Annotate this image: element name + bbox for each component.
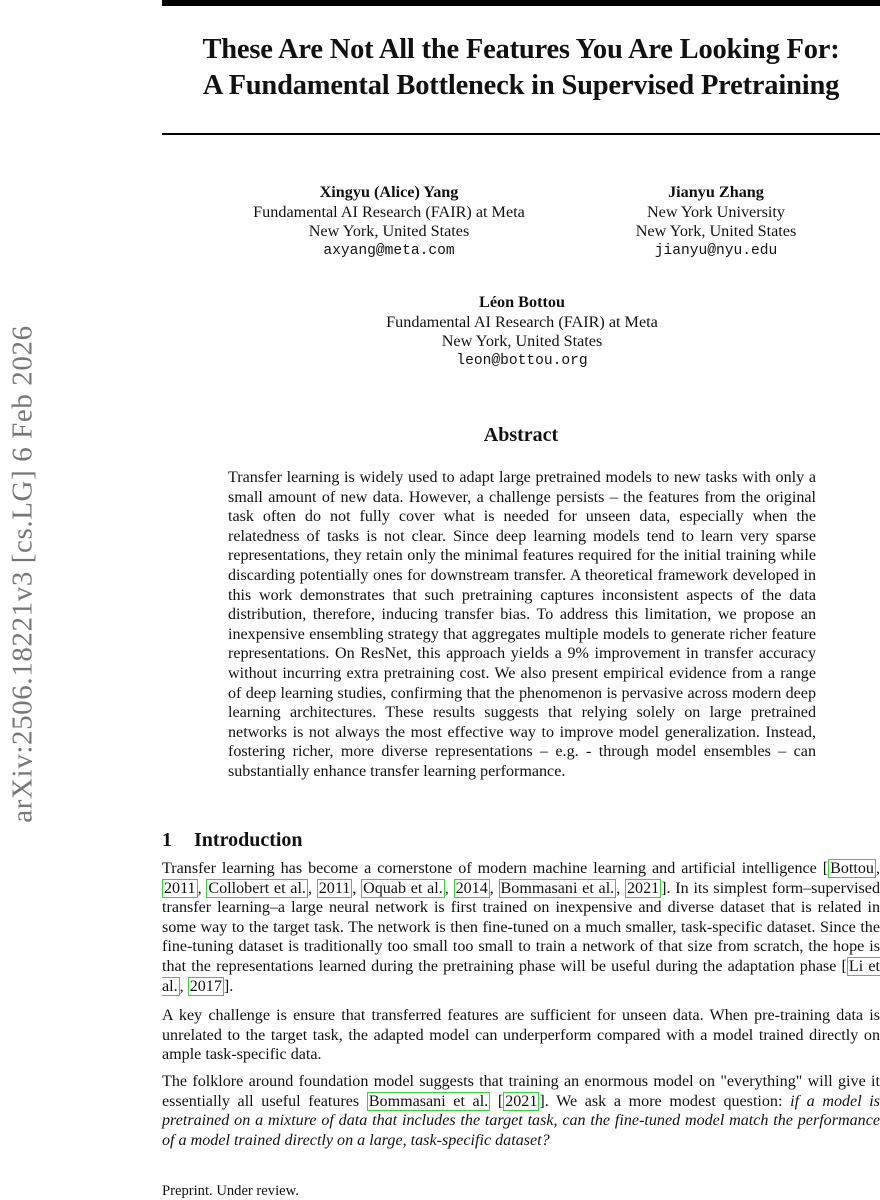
citation-link[interactable]: 2021 <box>505 1092 538 1110</box>
text-run: , <box>875 860 880 877</box>
text-run: , <box>489 879 499 897</box>
text-run: , <box>352 879 362 897</box>
text-run: Transfer learning has become a cornerstone of modern machine learning and artificial intelligence [ <box>162 860 829 877</box>
section-heading <box>162 827 303 853</box>
author-location: New York, United States <box>441 332 603 351</box>
text-run: , <box>444 879 454 897</box>
arxiv-sidebar <box>0 0 40 1200</box>
author-block <box>596 183 836 261</box>
text-run: , <box>197 879 207 897</box>
author-affiliation: New York University <box>646 202 786 221</box>
author-name: Xingyu (Alice) Yang <box>319 183 459 201</box>
citation-link[interactable]: 2014 <box>455 879 488 897</box>
author-location: New York, United States <box>635 222 797 241</box>
paper-title <box>162 32 880 104</box>
section-number: 1 <box>162 829 172 851</box>
text-run: , <box>179 977 188 995</box>
citation-link[interactable]: 2011 <box>318 879 351 897</box>
title-line-2: A Fundamental Bottleneck in Supervised Pretraining <box>202 70 840 101</box>
abstract-text: Transfer learning is widely used to adapt large pretrained models to new tasks with only a small amount of new data. However, a challenge persists – the features from the original task often do not fully cover what is needed for unseen data, especially when the relatedness of tasks is not clear. Since deep learning models tend to learn very sparse representations, they retain only the minimal features required for the initial training while discarding potentially ones for downstream transfer. A theoretical framework developed in this work demonstrates that such pretraining captures inconsistent aspects of the data distribution, therefore, inducing transfer bias. To address this limitation, we propose an inexpensive ensembling strategy that aggregates multiple models to generate richer feature representations. On ResNet, this approach yields a 9% improvement in transfer accuracy without incurring extra pretraining cost. We also present empirical evidence from a range of deep learning studies, confirming that the phenomenon is pervasive across modern deep learning architectures. These results suggests that relying solely on large pretrained networks is not always the most effective way to improve model generalization. Instead, fostering richer, more diverse representations – e.g. - through model ensembles – can substantially enhance transfer learning performance. <box>228 469 816 780</box>
title-rule <box>162 133 880 135</box>
text-run: , <box>616 879 625 897</box>
citation-link[interactable]: Oquab et al. <box>363 879 443 897</box>
footer-note: Preprint. Under review. <box>162 1183 299 1199</box>
top-rule <box>162 0 880 6</box>
author-name: Jianyu Zhang <box>668 183 764 201</box>
author-email[interactable]: jianyu@nyu.edu <box>654 242 778 259</box>
author-affiliation: Fundamental AI Research (FAIR) at Meta <box>253 202 525 221</box>
citation-link[interactable]: 2017 <box>189 977 222 995</box>
intro-paragraph-2: A key challenge is ensure that transferred features are sufficient for unseen data. When pre-training data is unrelated to the target task, the adapted model can underperform compared with a model trained directly on ample task-specific data. <box>162 1007 880 1064</box>
author-block <box>229 183 549 261</box>
text-run: ]. We ask a more modest question: <box>539 1092 791 1110</box>
text-run: [ <box>490 1092 504 1110</box>
text-run: , <box>307 879 317 897</box>
citation-link[interactable]: Li et al. <box>162 957 880 995</box>
citation-link[interactable]: 2021 <box>626 879 660 897</box>
citation-link[interactable]: 2011 <box>164 879 196 897</box>
citation-link[interactable]: Collobert et al. <box>208 879 306 897</box>
research-question: if a model is pretrained on a mixture of data that includes the target task, can the fine-tuned model match the performance of a model trained directly on a large, task-specific dataset? <box>162 1092 880 1149</box>
title-line-1: These Are Not All the Features You Are Looking For: <box>202 34 840 65</box>
author-name: Léon Bottou <box>479 293 565 311</box>
text-run: ]. In its simplest form–supervised transfer learning–a large neural network is first trained on inexpensive and diverse dataset that is related in some way to the target task. The network is then fine-tuned on a much smaller, task-specific dataset. Since the fine-tuning dataset is traditionally too small too small to train a network of that size from scratch, the hope is that the representations learned during the pretraining phase will be useful during the adaptation phase [ <box>162 879 880 975</box>
section-title: Introduction <box>194 829 303 851</box>
text-run: The folklore around foundation model suggests that training an enormous model on "everything" will give it essentially all useful features <box>162 1073 880 1110</box>
arxiv-identifier: arXiv:2506.18221v3 [cs.LG] 6 Feb 2026 <box>6 325 39 823</box>
citation-link[interactable]: Bottou <box>830 860 874 877</box>
author-email[interactable]: leon@bottou.org <box>456 352 588 369</box>
intro-paragraph-3 <box>162 1072 880 1150</box>
author-block <box>362 293 682 371</box>
text-run: ]. <box>223 977 234 995</box>
abstract-heading: Abstract <box>483 424 559 446</box>
author-email[interactable]: axyang@meta.com <box>323 242 455 259</box>
citation-link[interactable]: Bommasani et al. <box>368 1092 489 1110</box>
citation-link[interactable]: Bommasani et al. <box>500 879 615 897</box>
author-affiliation: Fundamental AI Research (FAIR) at Meta <box>386 312 658 331</box>
author-location: New York, United States <box>308 222 470 241</box>
intro-paragraph-1 <box>162 859 880 996</box>
